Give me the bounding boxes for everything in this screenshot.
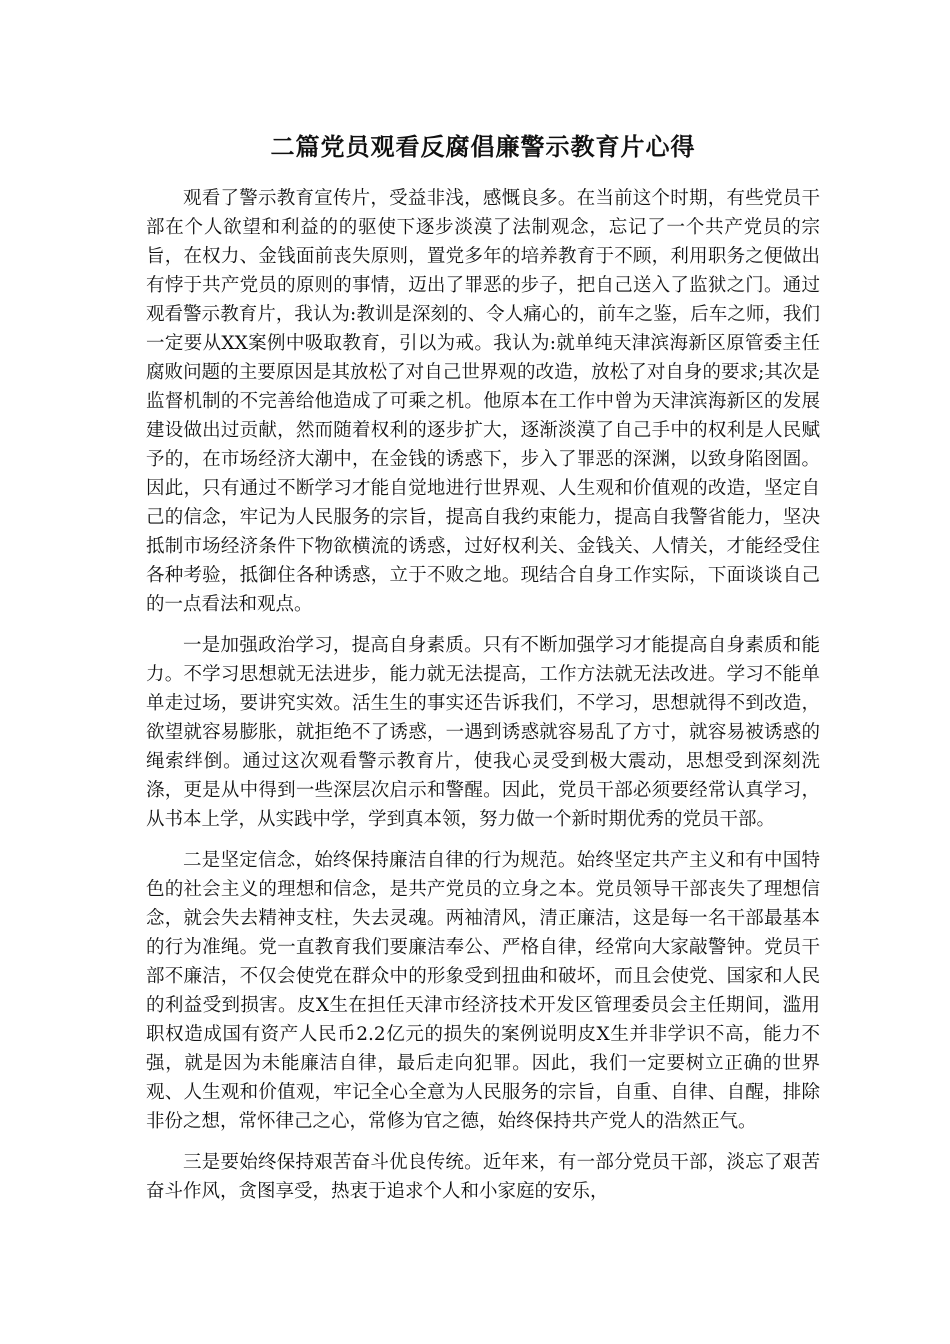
document-title: 二篇党员观看反腐倡廉警示教育片心得 — [270, 132, 696, 161]
document-page — [146, 130, 820, 1218]
paragraph-point-two: 二是坚定信念，始终保持廉洁自律的行为规范。始终坚定共产主义和有中国特色的社会主义的理想和信念，是共产党员的立身之本。党员领导干部丧失了理想信念，就会失去精神支柱，失去灵魂。两袖清风，清正廉洁，这是每一名干部最基本的行为准绳。党一直教育我们要廉洁奉公、严格自律，经常向大家敲警钟。党员干部不廉洁，不仅会使党在群众中的形象受到扭曲和破坏，而且会使党、国家和人民的利益受到损害。皮X生在担任天津市经济技术开发区管理委员会主任期间，滥用职权造成国有资产人民币2.2亿元的损失的案例说明皮X生并非学识不高，能力不强，就是因为未能廉洁自律，最后走向犯罪。因此，我们一定要树立正确的世界观、人生观和价值观，牢记全心全意为人民服务的宗旨，自重、自律、自醒，排除非份之想，常怀律己之心，常修为官之德，始终保持共产党人的浩然正气。 — [146, 850, 820, 1132]
paragraph-point-three: 三是要始终保持艰苦奋斗优良传统。近年来，有一部分党员干部，淡忘了艰苦奋斗作风，贪图享受，热衷于追求个人和小家庭的安乐， — [146, 1152, 820, 1202]
paragraph-intro: 观看了警示教育宣传片，受益非浅，感慨良多。在当前这个时期，有些党员干部在个人欲望和利益的的驱使下逐步淡漠了法制观念，忘记了一个共产党员的宗旨，在权力、金钱面前丧失原则，置党多年的培养教育于不顾，利用职务之便做出有悖于共产党员的原则的事情，迈出了罪恶的步子，把自己送入了监狱之门。通过观看警示教育片，我认为:教训是深刻的、令人痛心的，前车之鉴，后车之师，我们一定要从XX案例中吸取教育，引以为戒。我认为:就单纯天津滨海新区原管委主任腐败问题的主要原因是其放松了对自己世界观的改造，放松了对自身的要求;其次是监督机制的不完善给他造成了可乘之机。他原本在工作中曾为天津滨海新区的发展建设做出过贡献，然而随着权利的逐步扩大，逐渐淡漠了自己手中的权利是人民赋予的，在市场经济大潮中，在金钱的诱惑下，步入了罪恶的深渊，以致身陷囹圄。因此，只有通过不断学习才能自觉地进行世界观、人生观和价值观的改造，坚定自己的信念，牢记为人民服务的宗旨，提高自我约束能力，提高自我警省能力，坚决抵制市场经济条件下物欲横流的诱惑，过好权利关、金钱关、人情关，才能经受住各种考验，抵御住各种诱惑，立于不败之地。现结合自身工作实际，下面谈谈自己的一点看法和观点。 — [146, 188, 820, 615]
paragraph-point-one: 一是加强政治学习，提高自身素质。只有不断加强学习才能提高自身素质和能力。不学习思想就无法进步，能力就无法提高，工作方法就无法改进。学习不能单单走过场，要讲究实效。活生生的事实还告诉我们，不学习，思想就得不到改造，欲望就容易膨胀，就拒绝不了诱惑，一遇到诱惑就容易乱了方寸，就容易被诱惑的绳索绊倒。通过这次观看警示教育片，使我心灵受到极大震动，思想受到深刻洗涤，更是从中得到一些深层次启示和警醒。因此，党员干部必须要经常认真学习，从书本上学，从实践中学，学到真本领，努力做一个新时期优秀的党员干部。 — [146, 635, 820, 830]
